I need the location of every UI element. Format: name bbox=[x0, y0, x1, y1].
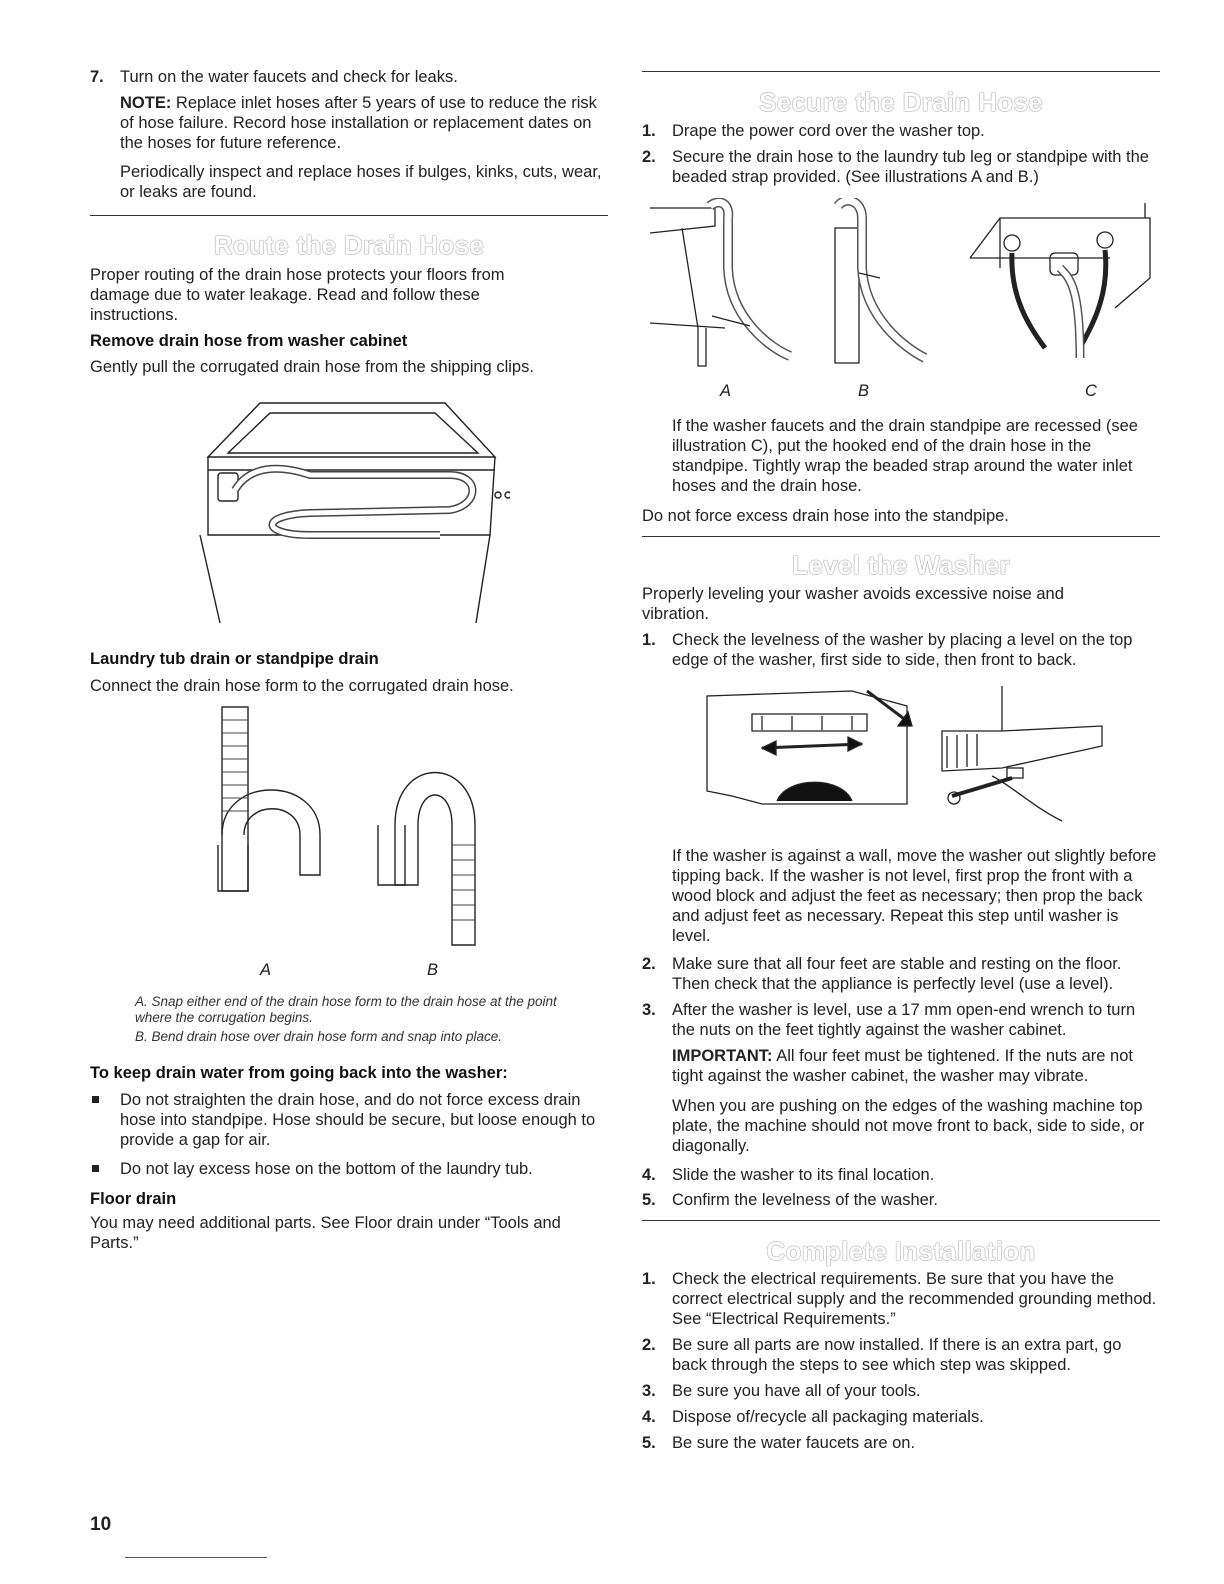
step-number: 4. bbox=[642, 1408, 656, 1426]
divider bbox=[642, 536, 1160, 537]
note-text: Replace inlet hoses after 5 years of use to reduce the risk of hose failure. Record hose installation or replacement dates on the hoses for future reference. bbox=[120, 94, 597, 152]
step-text: Be sure all parts are now installed. If there is an extra part, go back through the steps to see which step was skipped. bbox=[672, 1336, 1122, 1374]
step-number: 5. bbox=[642, 1191, 656, 1209]
step-text: Secure the drain hose to the laundry tub leg or standpipe with the beaded strap provided. (See illustrations A and B.) bbox=[672, 148, 1149, 186]
step-number: 2. bbox=[642, 148, 656, 166]
wall-paragraph: If the washer is against a wall, move the washer out slightly before tipping back. If the washer is not level, first prop the front with a wood block and adjust the feet as necessary; then prop the back and adjust feet as necessary. Repeat this step until washer is level. bbox=[672, 847, 1157, 945]
keep-water-heading: To keep drain water from going back into the washer: bbox=[90, 1064, 508, 1082]
route-intro: Proper routing of the drain hose protects your floors from damage due to water leakage. Read and follow these instructions. bbox=[90, 266, 505, 324]
secure-hose-illustration bbox=[650, 198, 1160, 378]
complete-step-5 bbox=[642, 1433, 1160, 1453]
section-heading-complete: Complete Installation bbox=[766, 1236, 1036, 1266]
complete-step-1 bbox=[642, 1269, 1160, 1329]
level-step-4 bbox=[642, 1165, 1160, 1185]
step-number: 1. bbox=[642, 631, 656, 649]
level-step-3 bbox=[642, 1000, 1160, 1040]
inspect-paragraph: Periodically inspect and replace hoses if bulges, kinks, cuts, wear, or leaks are found. bbox=[120, 163, 602, 201]
step-text: Slide the washer to its final location. bbox=[672, 1166, 935, 1184]
complete-step-3 bbox=[642, 1381, 1160, 1401]
caption-a: A. Snap either end of the drain hose form to the drain hose at the point where the corrugation begins. bbox=[135, 994, 557, 1025]
step-text: Make sure that all four feet are stable and resting on the floor. Then check that the appliance is perfectly level (use a level). bbox=[672, 955, 1122, 993]
level-step-2 bbox=[642, 954, 1160, 994]
step-text: Confirm the levelness of the washer. bbox=[672, 1191, 938, 1209]
bullet-icon bbox=[92, 1165, 99, 1172]
section-heading-secure: Secure the Drain Hose bbox=[759, 87, 1043, 117]
figure-label-a: A bbox=[720, 382, 732, 400]
step-text: Check the levelness of the washer by placing a level on the top edge of the washer, first side to side, then front to back. bbox=[672, 631, 1133, 669]
divider bbox=[642, 1220, 1160, 1221]
tub-drain-text: Connect the drain hose form to the corrugated drain hose. bbox=[90, 677, 514, 695]
step-number: 1. bbox=[642, 1270, 656, 1288]
step-text: Check the electrical requirements. Be sure that you have the correct electrical supply and the recommended grounding method. See “Electrical Requirements.” bbox=[672, 1270, 1157, 1328]
figure-label-b: B bbox=[858, 382, 870, 400]
step-number: 3. bbox=[642, 1001, 656, 1019]
step-number: 2. bbox=[642, 1336, 656, 1354]
step-text: Turn on the water faucets and check for leaks. bbox=[120, 68, 458, 86]
step-7 bbox=[90, 67, 638, 87]
step-text: Be sure the water faucets are on. bbox=[672, 1434, 916, 1452]
step-number: 2. bbox=[642, 955, 656, 973]
bullet-text: Do not lay excess hose on the bottom of the laundry tub. bbox=[120, 1160, 533, 1178]
step-text: Dispose of/recycle all packaging materials. bbox=[672, 1408, 984, 1426]
important-paragraph bbox=[672, 1046, 1160, 1086]
force-paragraph: Do not force excess drain hose into the standpipe. bbox=[642, 507, 1009, 525]
footer-line bbox=[125, 1557, 267, 1558]
step-number: 1. bbox=[642, 122, 656, 140]
divider bbox=[90, 215, 608, 216]
important-text: All four feet must be tightened. If the nuts are not tight against the washer cabinet, the washer may vibrate. bbox=[672, 1047, 1133, 1085]
pushing-paragraph: When you are pushing on the edges of the washing machine top plate, the machine should not move front to back, side to side, or diagonally. bbox=[672, 1097, 1145, 1155]
recessed-paragraph: If the washer faucets and the drain standpipe are recessed (see illustration C), put the hooked end of the drain hose in the standpipe. Tightly wrap the beaded strap around the water inlet hoses and the drain hose. bbox=[672, 417, 1138, 495]
figure-label-b: B bbox=[427, 961, 439, 979]
level-step-5 bbox=[642, 1190, 1160, 1210]
bullet-item bbox=[90, 1090, 608, 1150]
step-number: 4. bbox=[642, 1166, 656, 1184]
step-number: 5. bbox=[642, 1434, 656, 1452]
leveling-illustration bbox=[702, 686, 1122, 836]
floor-drain-text: You may need additional parts. See Floor drain under “Tools and Parts.” bbox=[90, 1214, 561, 1252]
level-intro: Properly leveling your washer avoids excessive noise and vibration. bbox=[642, 585, 1064, 623]
bullet-text: Do not straighten the drain hose, and do not force excess drain hose into standpipe. Hose should be secure, but loose enough to provide a gap for air. bbox=[120, 1091, 596, 1149]
step-number: 3. bbox=[642, 1382, 656, 1400]
complete-step-2 bbox=[642, 1335, 1160, 1375]
divider bbox=[642, 71, 1160, 72]
washer-cabinet-hose-illustration bbox=[190, 395, 510, 627]
figure-label-a: A bbox=[260, 961, 272, 979]
section-heading-route: Route the Drain Hose bbox=[213, 230, 485, 260]
drain-hose-form-illustration bbox=[200, 705, 500, 955]
remove-hose-heading: Remove drain hose from washer cabinet bbox=[90, 332, 408, 350]
complete-step-4 bbox=[642, 1407, 1160, 1427]
remove-hose-text: Gently pull the corrugated drain hose from the shipping clips. bbox=[90, 358, 534, 376]
floor-drain-heading: Floor drain bbox=[90, 1190, 177, 1208]
level-step-1 bbox=[642, 630, 1160, 670]
section-heading-level: Level the Washer bbox=[792, 550, 1010, 580]
bullet-item bbox=[90, 1159, 608, 1179]
figure-label-c: C bbox=[1085, 382, 1097, 400]
step-number: 7. bbox=[90, 68, 104, 86]
secure-step-2 bbox=[642, 147, 1160, 187]
caption-b: B. Bend drain hose over drain hose form and snap into place. bbox=[135, 1029, 502, 1044]
important-label: IMPORTANT: bbox=[672, 1047, 773, 1065]
step-text: After the washer is level, use a 17 mm open-end wrench to turn the nuts on the feet tightly against the washer cabinet. bbox=[672, 1001, 1136, 1039]
step-text: Be sure you have all of your tools. bbox=[672, 1382, 921, 1400]
step-text: Drape the power cord over the washer top. bbox=[672, 122, 985, 140]
page-number: 10 bbox=[90, 1514, 112, 1535]
secure-step-1 bbox=[642, 121, 1160, 141]
note-paragraph bbox=[120, 93, 608, 153]
tub-drain-heading: Laundry tub drain or standpipe drain bbox=[90, 650, 379, 668]
bullet-icon bbox=[92, 1096, 99, 1103]
note-label: NOTE: bbox=[120, 94, 172, 112]
